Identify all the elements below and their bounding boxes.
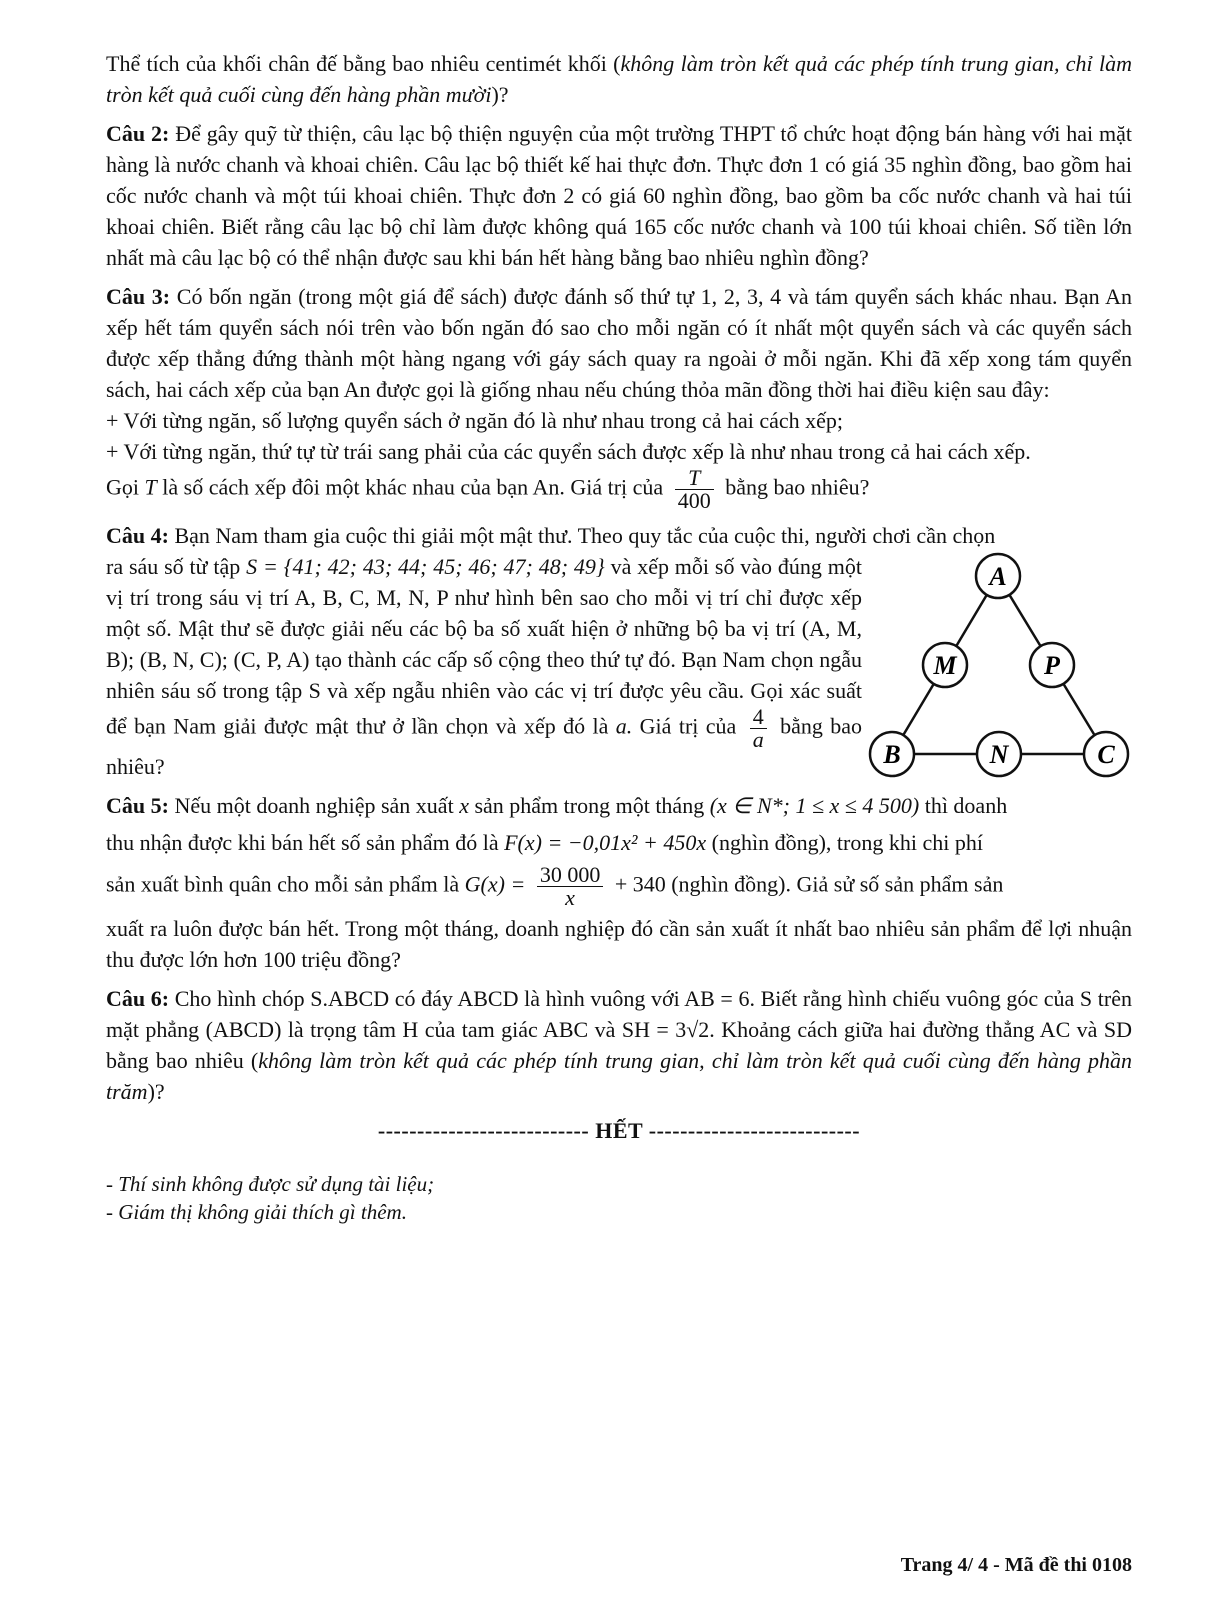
end-marker [106,1115,1132,1146]
node-p [1030,643,1074,687]
q3-frac-num: T [675,467,714,490]
end-dash-right: --------------------------- [642,1118,861,1143]
intro-text: Thể tích của khối chân đế bằng bao nhiêu centimét khối ( [106,51,621,76]
q4-set-a: ra sáu số từ tập [106,554,241,579]
q3-fraction [675,467,714,512]
intro-paragraph [106,48,1132,110]
q3-final-a: Gọi [106,474,139,500]
q5-l1c: thì doanh [924,793,1008,818]
q5-line1 [106,790,1132,821]
q5-l2b: (nghìn đồng), trong khi chi phí [711,830,983,855]
end-dash-left: --------------------------- [377,1118,596,1143]
q5-line3 [106,864,1132,909]
q5-l1cond: (x ∈ N*; 1 ≤ x ≤ 4 500) [709,793,920,818]
q4-frac-num: 4 [750,706,767,729]
question-4 [106,520,1132,782]
question-6-text: Cho hình chóp S.ABCD có đáy ABCD là hình vuông với AB = 6. Biết rằng hình chiếu vuông góc của S trên mặt phẳng (ABCD) là trọng tâm H của tam giác ABC và SH = 3√2. Khoảng cách giữa hai đường thẳng AC và SD bằng bao nhiêu ( [106,986,1133,1073]
note-1: - Thí sinh không được sử dụng tài liệu; [106,1172,435,1196]
q4-set-b: và xếp mỗi số vào đúng [610,554,822,579]
question-4-line1 [106,520,1132,551]
q5-l3lhs: G(x) = [464,871,526,897]
question-3-label: Câu 3: [106,284,171,309]
question-3-condition-2: + Với từng ngăn, thứ tự từ trái sang phải của các quyển sách được xếp là như nhau trong cả hai cách xếp. [106,439,1031,464]
node-m [923,643,967,687]
question-4-label: Câu 4: [106,523,169,548]
node-n-label: N [989,740,1009,769]
q5-l1a: Nếu một doanh nghiệp sản xuất [174,793,454,818]
exam-page [106,48,1132,1226]
q5-fraction [537,864,604,909]
note-2: - Giám thị không giải thích gì thêm. [106,1200,407,1224]
question-2-text: Để gây quỹ từ thiện, câu lạc bộ thiện nguyện của một trường THPT tổ chức hoạt động bán hàng với hai mặt hàng là nước chanh và khoai chiên. Câu lạc bộ thiết kế hai thực đơn. Thực đơn 1 có giá 35 nghìn đồng, bao gồm hai cốc nước chanh và một túi khoai chiên. Thực đơn 2 có giá 60 nghìn đồng, bao gồm ba cốc nước chanh và hai túi khoai chiên. Biết rằng câu lạc bộ chỉ làm được không quá 165 cốc nước chanh và 100 túi khoai chiên. Số tiền lớn nhất mà câu lạc bộ có thể nhận được sau khi bán hết hàng bằng bao nhiêu nghìn đồng? [106,121,1133,270]
q4-line1-text: Bạn Nam tham gia cuộc thi giải một mật thư. Theo quy tắc của cuộc thi, người chơi cần chọn [174,523,996,548]
question-3 [106,281,1132,512]
question-3-condition-1: + Với từng ngăn, số lượng quyển sách ở ngăn đó là như nhau trong cả hai cách xếp; [106,408,844,433]
q5-l1b: sản phẩm trong một tháng [474,793,705,818]
q5-l1var: x [459,793,469,818]
q4-fraction [750,706,767,751]
q5-line2 [106,827,1132,858]
question-6 [106,983,1132,1107]
node-a-label: A [989,562,1007,591]
question-3-text: Có bốn ngăn (trong một giá để sách) được đánh số thứ tự 1, 2, 3, 4 và tám quyển sách khác nhau. Bạn An xếp hết tám quyển sách nói trên vào bốn ngăn đó sao cho mỗi ngăn có ít nhất một quyển sách và các quyển sách được xếp thẳng đứng thành một hàng ngang với gáy sách quay ra ngoài ở mỗi ngăn. Khi đã xếp xong tám quyển sách, hai cách xếp của bạn An được gọi là giống nhau nếu chúng thỏa mãn đồng thời hai điều kiện sau đây: [106,284,1133,402]
question-6-italic: không làm tròn kết quả các phép tính trung gian, chỉ làm tròn kết quả cuối cùng đến hàng phần trăm [106,1048,1132,1104]
node-b [870,732,914,776]
q4-last-a: thư ở lần chọn và xếp đó là [355,713,609,739]
node-p-label: P [1044,651,1060,680]
node-b-label: B [883,740,901,769]
q3-final-b: là số cách xếp đôi một khác nhau của bạn An. Giá trị của [162,474,664,500]
question-5 [106,790,1132,975]
page-footer: Trang 4/ 4 - Mã đề thi 0108 [900,1554,1132,1576]
q5-frac-den: x [565,885,575,910]
q4-last-var: a. [615,713,633,739]
q3-frac-den: 400 [677,488,711,513]
q5-l3b: (nghìn đồng). Giả sử số sản phẩm sản [671,871,1004,897]
q5-l2expr: F(x) = −0,01x² + 450x [504,830,707,855]
q5-l3rhs: + 340 [614,871,666,897]
triangle-diagram [868,548,1138,788]
q4-frac-den: a [752,727,764,752]
node-n [977,732,1021,776]
q4-body-text: một vị trí trong sáu vị trí A, B, C, M, N, P như hình bên sao cho mỗi vị trí chỉ được xếp một số. Mật thư sẽ được giải nếu các bộ ba số xuất hiện ở những bộ ba vị trí (A, M, B); (B, N, C); (C, P, A) tạo thành các cấp số cộng theo thứ tự đó. Bạn Nam chọn ngẫu nhiên sáu số trong tập S và xếp ngẫu nhiên vào các vị trí được yêu cầu. Gọi xác suất để bạn Nam giải được mật [106,554,863,739]
q5-line4: xuất ra luôn được bán hết. Trong một tháng, doanh nghiệp đó cần sản xuất ít nhất bao nhiêu sản phẩm để lợi nhuận thu được lớn hơn 100 triệu đồng? [106,916,1132,972]
q3-var-t: T [144,474,157,500]
q4-last-c: bằng bao nhiêu? [106,713,862,779]
node-a [976,554,1020,598]
question-2 [106,118,1132,273]
q5-frac-num: 30 000 [537,864,604,887]
intro-italic: không làm tròn kết quả các phép tính trung gian, chỉ làm tròn kết quả cuối cùng đến hàng phần mười [106,51,1133,107]
q5-l3a: sản xuất bình quân cho mỗi sản phẩm là [106,871,460,897]
question-5-label: Câu 5: [106,793,169,818]
question-6-tail: )? [147,1079,165,1104]
node-c-label: C [1097,740,1115,769]
question-6-label: Câu 6: [106,986,170,1011]
node-c [1084,732,1128,776]
q4-set-expr: S = {41; 42; 43; 44; 45; 46; 47; 48; 49} [246,554,605,579]
q5-l2a: thu nhận được khi bán hết số sản phẩm đó là [106,830,499,855]
node-m-label: M [933,651,957,680]
question-4-body [106,551,862,782]
end-text: HẾT [595,1118,643,1143]
question-2-label: Câu 2: [106,121,170,146]
q4-last-b: Giá trị của [639,713,737,739]
notes [106,1170,1132,1226]
question-3-final [106,467,1132,512]
q3-final-c: bằng bao nhiêu? [725,474,870,500]
intro-tail: )? [491,82,509,107]
